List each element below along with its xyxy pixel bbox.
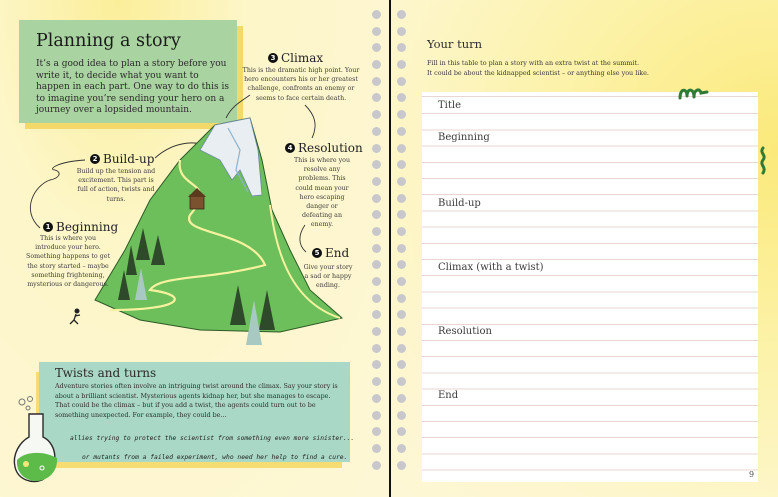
your-turn-title: Your turn [427,37,483,51]
step-climax-text: This is the dramatic high point. Your hero encounters his or her greatest challenge, confronts an enemy or seems to face certain death. [242,67,360,102]
step-number-badge: 3 [268,53,278,63]
step-number-badge: 1 [43,222,53,232]
binder-holes-right [397,10,409,477]
page-title: Planning a story [36,31,181,51]
row-label-end: End [438,390,459,401]
step-beginning-text: This is where you introduce your hero. Something happens to get the story started – maybe something frightening, mysterious or dangerous. [26,235,110,289]
step-buildup-text: Build up the tension and excitement. This part is full of action, twists and turns. [76,168,156,203]
row-label-beginning: Beginning [438,132,490,143]
worm-icon [755,145,771,177]
row-label-build-up: Build-up [438,198,481,209]
row-label-resolution: Resolution [438,326,492,337]
step-resolution-heading [285,141,363,155]
intro-text: It’s a good idea to plan a story before you write it, to decide what you want to happen in each part. One way to do this is to imagine you’re sending your hero on a journey over a lopsided mountain. [36,59,229,115]
step-number-badge: 5 [312,248,322,258]
step-title: Build-up [103,152,155,166]
flask-icon [12,392,62,487]
step-end-heading [312,246,349,260]
row-label-title: Title [438,100,462,111]
row-label-climax: Climax (with a twist) [438,262,544,273]
instructions-line-2: It could be about the kidnapped scientist – or anything else you like. [427,69,649,77]
step-end-text: Give your story a sad or happy ending. [303,264,353,290]
step-climax-heading [268,51,323,65]
twist-example-1: allies trying to protect the scientist from something even more sinister... [70,435,355,442]
twist-text: Adventure stories often involve an intriguing twist around the climax. Say your story is about a brilliant scientist. Mysterious agents kidnap her, but she manages to escape. That could be the climax – but if you add a twist, the agents could turn out to be something unexpected. For example, they could be... [55,382,338,419]
instructions-line-1: Fill in this table to plan a story with an extra twist at the summit. [427,59,639,67]
step-resolution-text: This is where you resolve any problems. This could mean your hero escaping danger or defeating an enemy. [293,157,351,229]
step-buildup-heading [90,152,154,166]
step-beginning-heading [43,220,118,234]
step-number-badge: 4 [285,143,295,153]
page-divider [389,0,391,497]
step-title: End [325,246,350,260]
page-number: 9 [749,470,755,479]
step-title: Beginning [56,220,119,234]
twist-example-2: or mutants from a failed experiment, who need her help to find a cure. [82,454,348,461]
step-title: Climax [281,51,324,65]
your-turn-instructions [427,58,747,78]
step-title: Resolution [298,141,363,155]
twist-title: Twists and turns [55,366,157,380]
lined-paper-table[interactable] [422,92,758,482]
step-number-badge: 2 [90,154,100,164]
worm-icon [677,84,711,104]
